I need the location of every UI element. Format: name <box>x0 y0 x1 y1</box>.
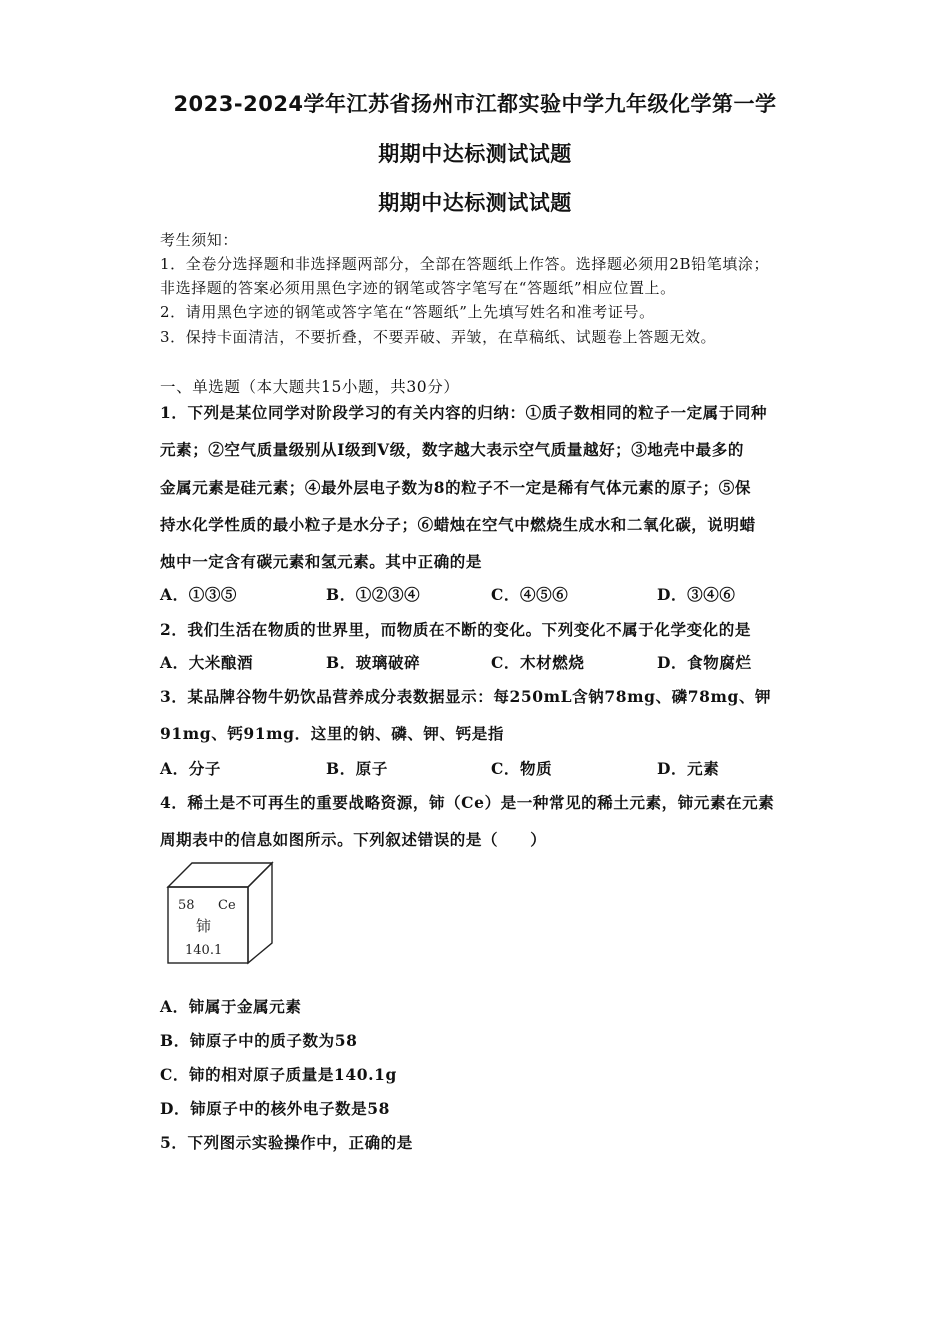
notice-heading: 考生须知： <box>160 231 239 249</box>
question-text: 91mg、钙91mg．这里的钠、磷、钾、钙是指 <box>160 724 504 743</box>
option-a[interactable]: A．大米酿酒 <box>160 653 254 672</box>
page-title-line-2: 期期中达标测试试题 <box>378 142 572 166</box>
notice-line: 1．全卷分选择题和非选择题两部分，全部在答题纸上作答。选择题必须用2B铅笔填涂； <box>160 255 770 273</box>
question-text: 周期表中的信息如图所示。下列叙述错误的是（ ） <box>160 830 547 849</box>
section-heading: 一、单选题（本大题共15小题，共30分） <box>160 378 460 396</box>
question-text: 4．稀土是不可再生的重要战略资源，铈（Ce）是一种常见的稀土元素，铈元素在元素 <box>160 793 775 812</box>
notice-line: 非选择题的答案必须用黑色字迹的钢笔或答字笔写在“答题纸”相应位置上。 <box>160 279 676 297</box>
question-text: 烛中一定含有碳元素和氢元素。其中正确的是 <box>160 552 483 571</box>
option-b[interactable]: B．①②③④ <box>326 585 421 604</box>
option-b[interactable]: B．原子 <box>326 759 389 778</box>
option-a[interactable]: A．①③⑤ <box>160 585 238 604</box>
option-c[interactable]: C．铈的相对原子质量是140.1g <box>160 1065 397 1084</box>
answer-options <box>160 583 860 605</box>
notice-line: 2．请用黑色字迹的钢笔或答字笔在“答题纸”上先填写姓名和准考证号。 <box>160 303 655 321</box>
question-text: 金属元素是硅元素；④最外层电子数为8的粒子不一定是稀有气体元素的原子；⑤保 <box>160 478 751 497</box>
element-symbol: Ce <box>218 898 236 913</box>
notice-line: 3．保持卡面清洁，不要折叠，不要弄破、弄皱，在草稿纸、试题卷上答题无效。 <box>160 328 717 346</box>
answer-options <box>160 757 860 779</box>
option-b[interactable]: B．铈原子中的质子数为58 <box>160 1031 358 1050</box>
page-title-line-1: 2023-2024学年江苏省扬州市江都实验中学九年级化学第一学 <box>173 92 777 116</box>
option-c[interactable]: C．木材燃烧 <box>491 653 585 672</box>
option-c[interactable]: C．④⑤⑥ <box>491 585 569 604</box>
question-text: 1．下列是某位同学对阶段学习的有关内容的归纳：①质子数相同的粒子一定属于同种 <box>160 403 768 422</box>
option-b[interactable]: B．玻璃破碎 <box>326 653 421 672</box>
option-d[interactable]: D．元素 <box>657 759 720 778</box>
answer-options <box>160 651 860 673</box>
question-text: 2．我们生活在物质的世界里，而物质在不断的变化。下列变化不属于化学变化的是 <box>160 620 751 639</box>
question-text: 3．某品牌谷物牛奶饮品营养成分表数据显示：每250mL含钠78mg、磷78mg、钾 <box>160 687 772 706</box>
option-d[interactable]: D．③④⑥ <box>657 585 736 604</box>
question-text: 5．下列图示实验操作中，正确的是 <box>160 1133 413 1152</box>
option-d[interactable]: D．铈原子中的核外电子数是58 <box>160 1099 391 1118</box>
atomic-mass: 140.1 <box>185 943 223 958</box>
option-a[interactable]: A．铈属于金属元素 <box>160 997 302 1016</box>
option-d[interactable]: D．食物腐烂 <box>657 653 752 672</box>
page-title-line-3: 期期中达标测试试题 <box>378 191 572 215</box>
atomic-number: 58 <box>178 898 195 913</box>
option-a[interactable]: A．分子 <box>160 759 221 778</box>
periodic-table-cell-cerium <box>160 855 280 967</box>
question-text: 持水化学性质的最小粒子是水分子；⑥蜡烛在空气中燃烧生成水和二氧化碳，说明蜡 <box>160 515 756 534</box>
question-text: 元素；②空气质量级别从Ⅰ级到Ⅴ级，数字越大表示空气质量越好；③地壳中最多的 <box>160 440 744 459</box>
element-name: 铈 <box>196 917 212 935</box>
option-c[interactable]: C．物质 <box>491 759 553 778</box>
